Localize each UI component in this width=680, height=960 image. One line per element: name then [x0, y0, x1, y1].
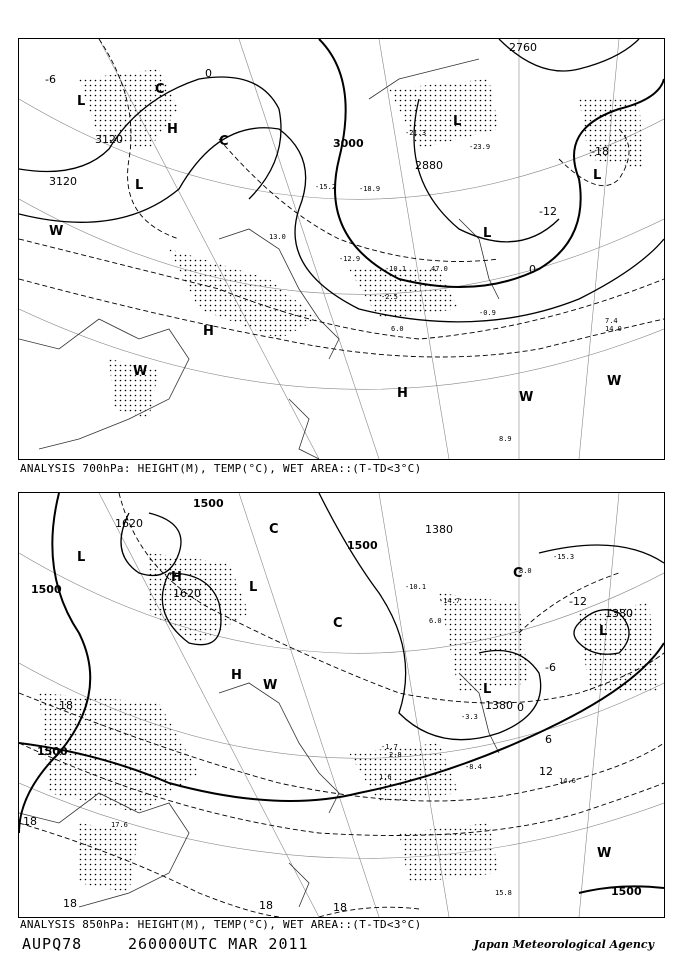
station-value: 8.9	[499, 435, 512, 443]
station-value: -1.7	[381, 743, 398, 751]
height-label: 1500	[37, 745, 68, 758]
temp-label: 18	[59, 699, 73, 712]
high-symbol: H	[203, 324, 214, 339]
map-panel-850hpa	[18, 492, 665, 918]
height-label: 1380	[425, 523, 453, 536]
station-value: -21.3	[405, 129, 427, 137]
height-label: 1500	[31, 583, 62, 596]
temp-label: -12	[539, 205, 557, 218]
temp-label: 6	[545, 733, 552, 746]
station-value: -14.7	[439, 597, 461, 605]
height-label: 1500	[193, 497, 224, 510]
station-value: 8.0	[519, 567, 532, 575]
map-700hpa-canvas	[19, 39, 664, 459]
height-label: 1620	[173, 587, 201, 600]
valid-time: 260000UTC MAR 2011	[128, 935, 309, 953]
high-symbol: H	[167, 122, 178, 137]
height-label: 1620	[115, 517, 143, 530]
chart-code: AUPQ78	[22, 935, 83, 953]
high-symbol: H	[397, 386, 408, 401]
temp-label: 18	[259, 899, 273, 912]
station-value: 7.4	[605, 317, 618, 325]
station-value: -18.9	[359, 185, 381, 193]
station-value: -12.9	[339, 255, 361, 263]
cold-symbol: C	[269, 522, 279, 537]
temp-label: 18	[333, 901, 347, 914]
station-value: 6.0	[391, 325, 404, 333]
low-symbol: L	[483, 226, 492, 241]
low-symbol: L	[77, 94, 86, 109]
station-value: 1.6	[379, 773, 392, 781]
cold-symbol: C	[333, 616, 343, 631]
height-label: 3000	[333, 137, 364, 150]
cold-symbol: C	[513, 566, 523, 581]
height-label: 1380	[605, 607, 633, 620]
low-symbol: L	[249, 580, 258, 595]
warm-symbol: W	[519, 390, 534, 405]
height-label: 1500	[347, 539, 378, 552]
wet-area-850	[39, 553, 659, 893]
cold-symbol: C	[155, 82, 165, 97]
wet-area-700	[79, 69, 644, 419]
station-value: 2.8	[389, 751, 402, 759]
station-value: -23.9	[469, 143, 491, 151]
height-label: 1380	[485, 699, 513, 712]
low-symbol: L	[453, 114, 462, 129]
temp-label: 0	[529, 263, 536, 276]
station-value: 17.6	[111, 821, 128, 829]
station-value: 15.8	[495, 889, 512, 897]
warm-symbol: W	[133, 364, 148, 379]
warm-symbol: W	[607, 374, 622, 389]
low-symbol: L	[483, 682, 492, 697]
station-value: -10.1	[405, 583, 427, 591]
temp-label: 18	[63, 897, 77, 910]
station-value: 6.0	[429, 617, 442, 625]
station-value: 14.6	[559, 777, 576, 785]
low-symbol: L	[135, 178, 144, 193]
temp-label: -6	[45, 73, 56, 86]
temp-label: 0	[205, 67, 212, 80]
station-value: -0.9	[479, 309, 496, 317]
warm-symbol: W	[597, 846, 612, 861]
map-850hpa-canvas	[19, 493, 664, 917]
temp-label: -6	[545, 661, 556, 674]
station-value: 13.0	[269, 233, 286, 241]
station-value: -10.1	[385, 265, 407, 273]
temp-label: 18	[23, 815, 37, 828]
agency-name: Japan Meteorological Agency	[473, 938, 654, 951]
temp-label: -12	[569, 595, 587, 608]
height-label: 2880	[415, 159, 443, 172]
low-symbol: L	[599, 624, 608, 639]
temp-label: 12	[539, 765, 553, 778]
height-label: 1500	[611, 885, 642, 898]
station-value: 47.0	[431, 265, 448, 273]
low-symbol: L	[593, 168, 602, 183]
cold-symbol: C	[219, 134, 229, 149]
temp-label: 0	[517, 701, 524, 714]
warm-symbol: W	[263, 678, 278, 693]
height-label: 3120	[95, 133, 123, 146]
station-value: -2.5	[381, 293, 398, 301]
station-value: 14.0	[605, 325, 622, 333]
height-label: 3120	[49, 175, 77, 188]
station-value: -8.4	[465, 763, 482, 771]
map-panel-700hpa	[18, 38, 665, 460]
high-symbol: H	[231, 668, 242, 683]
low-symbol: L	[77, 550, 86, 565]
station-value: -15.3	[553, 553, 575, 561]
caption-850hpa: ANALYSIS 850hPa: HEIGHT(M), TEMP(°C), WET AREA::(T-TD<3°C)	[20, 918, 422, 931]
station-value: -15.2	[315, 183, 337, 191]
height-label: 2760	[509, 41, 537, 54]
high-symbol: H	[171, 570, 182, 585]
temp-label: -18	[591, 145, 609, 158]
caption-700hpa: ANALYSIS 700hPa: HEIGHT(M), TEMP(°C), WET AREA::(T-TD<3°C)	[20, 462, 422, 475]
station-value: -3.3	[461, 713, 478, 721]
warm-symbol: W	[49, 224, 64, 239]
